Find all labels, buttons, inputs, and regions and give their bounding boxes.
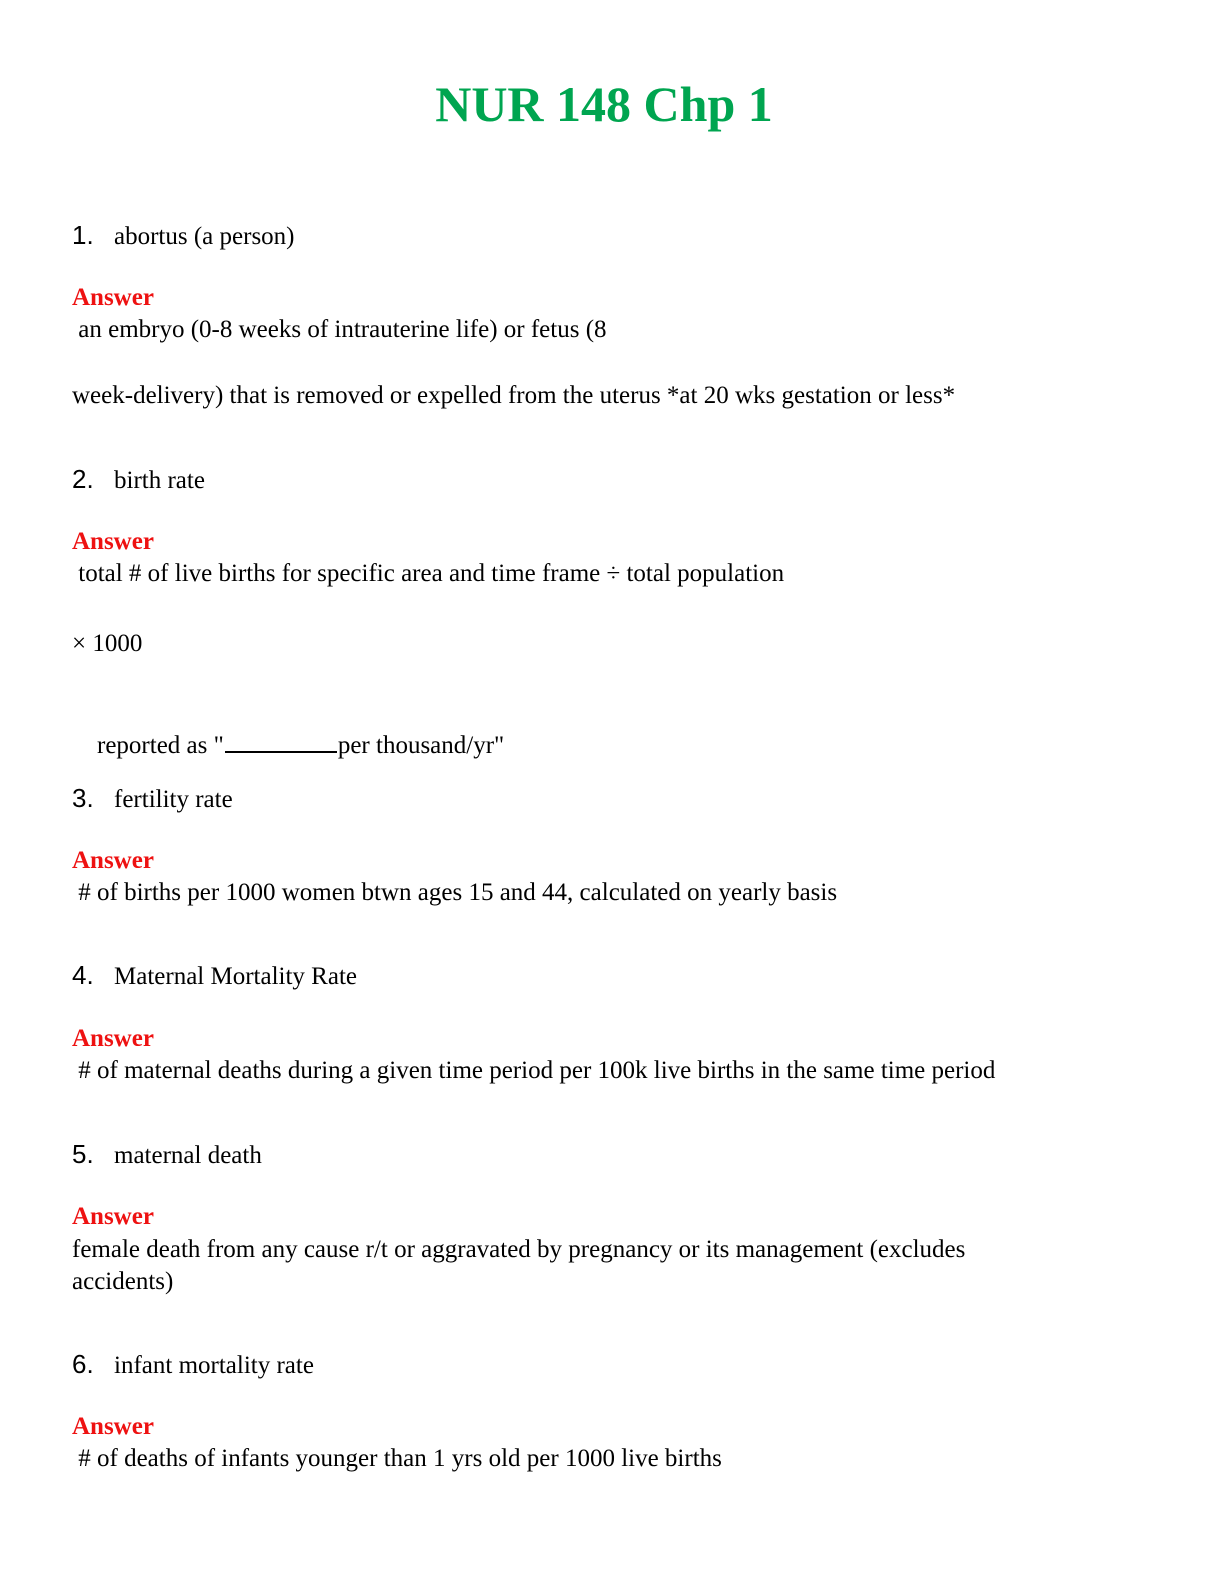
answer-label: Answer — [72, 528, 154, 555]
answer-text: # of births per 1000 women btwn ages 15 and 44, calculated on yearly basis — [72, 879, 838, 906]
question-number: 2. — [72, 464, 94, 494]
question-2 — [72, 463, 205, 497]
reported-prefix: reported as " — [97, 732, 224, 759]
question-number: 3. — [72, 783, 94, 813]
answer-text: week-delivery) that is removed or expelled from the uterus *at 20 wks gestation or less* — [72, 382, 956, 409]
question-5 — [72, 1138, 262, 1172]
question-number: 4. — [72, 960, 94, 990]
answer-label: Answer — [72, 847, 154, 874]
question-3 — [72, 782, 233, 816]
question-term: maternal death — [114, 1142, 262, 1169]
page-title: NUR 148 Chp 1 — [435, 76, 773, 132]
question-term: abortus (a person) — [114, 223, 295, 250]
question-4 — [72, 959, 357, 993]
answer-label: Answer — [72, 284, 154, 311]
reported-line — [72, 697, 504, 794]
question-number: 5. — [72, 1139, 94, 1169]
question-6 — [72, 1348, 314, 1382]
question-number: 6. — [72, 1349, 94, 1379]
answer-text: female death from any cause r/t or aggravated by pregnancy or its management (excludes accidents) — [72, 1236, 966, 1295]
question-term: fertility rate — [114, 786, 233, 813]
question-term: infant mortality rate — [114, 1352, 314, 1379]
fill-in-blank — [225, 729, 337, 753]
answer-text: # of maternal deaths during a given time period per 100k live births in the same time period — [72, 1057, 996, 1084]
answer-text: total # of live births for specific area and time frame ÷ total population — [72, 560, 785, 587]
question-term: Maternal Mortality Rate — [114, 963, 357, 990]
reported-suffix: per thousand/yr" — [337, 732, 505, 759]
question-1 — [72, 219, 295, 253]
question-number: 1. — [72, 220, 94, 250]
answer-label: Answer — [72, 1025, 154, 1052]
answer-text: an embryo (0-8 weeks of intrauterine life) or fetus (8 — [72, 316, 607, 343]
answer-text: × 1000 — [72, 630, 143, 657]
answer-label: Answer — [72, 1203, 154, 1230]
answer-text: # of deaths of infants younger than 1 yrs old per 1000 live births — [72, 1445, 722, 1472]
question-term: birth rate — [114, 467, 205, 494]
answer-label: Answer — [72, 1413, 154, 1440]
